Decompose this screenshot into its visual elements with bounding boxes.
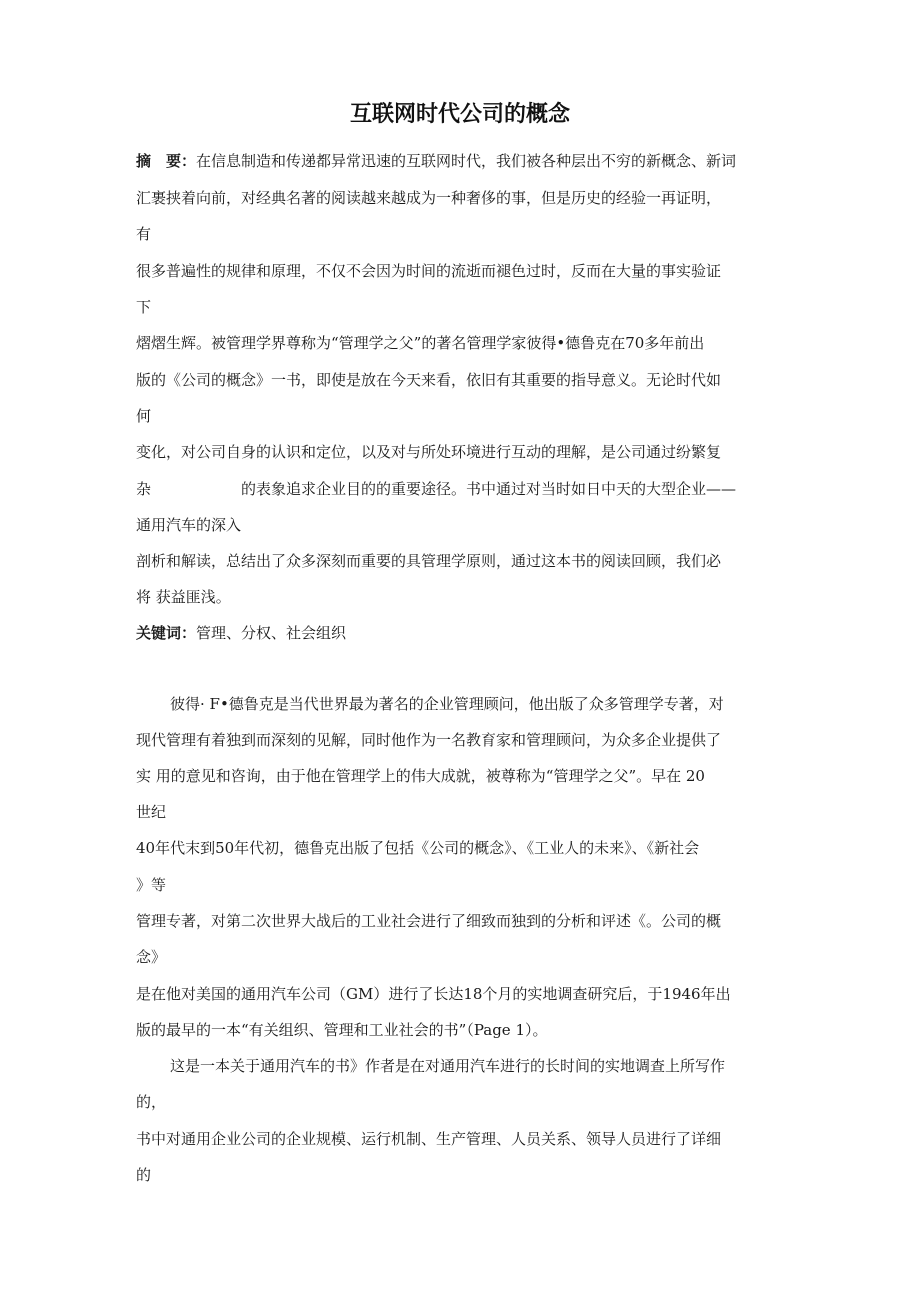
- body-line: 的，: [136, 1093, 167, 1111]
- body-line: 这是一本关于通用汽车的书》作者是在对通用汽车进行的长时间的实地调查上所写作: [170, 1057, 726, 1075]
- body-line: 的: [136, 1166, 152, 1184]
- body-line: 是在他对美国的通用汽车公司（GM）进行了长达18个月的实地调查研究后，于1946年出: [136, 985, 731, 1003]
- abstract-text: 在信息制造和传递都异常迅速的互联网时代，我们被各种层出不穷的新概念、新词: [196, 152, 737, 170]
- abstract-line: 汇裹挟着向前，对经典名著的阅读越来越成为一种奢侈的事，但是历史的经验一再证明，: [136, 189, 722, 207]
- body-line: 彼得· F•德鲁克是当代世界最为著名的企业管理顾问，他出版了众多管理学专著，对: [170, 695, 724, 713]
- keywords-text: 管理、分权、社会组织: [196, 624, 347, 642]
- keywords-label: 关键词：: [136, 624, 197, 642]
- abstract-line: 下: [136, 298, 152, 316]
- abstract-line: 熠熠生辉。被管理学界尊称为“管理学之父”的著名管理学家彼得•德鲁克在70多年前出: [136, 334, 705, 352]
- abstract-line: 版的《公司的概念》一书，即使是放在今天来看，依旧有其重要的指导意义。无论时代如: [136, 371, 722, 389]
- body-line: 》等: [136, 876, 167, 894]
- body-line: 版的最早的一本“有关组织、管理和工业社会的书”（Page 1）。: [136, 1021, 548, 1039]
- abstract-line: 何: [136, 407, 152, 425]
- body-line: 实 用的意见和咨询，由于他在管理学上的伟大成就，被尊称为“管理学之父”。早在 20: [136, 767, 705, 785]
- body-line: 现代管理有着独到而深刻的见解，同时他作为一名教育家和管理顾问，为众多企业提供了: [136, 731, 722, 749]
- body-line: 念》: [136, 948, 167, 966]
- abstract-line: 变化，对公司自身的认识和定位，以及对与所处环境进行互动的理解，是公司通过纷繁复: [136, 443, 722, 461]
- abstract-line: 将 获益匪浅。: [136, 588, 231, 606]
- abstract-line: 有: [136, 225, 152, 243]
- abstract-label: 摘 要：: [136, 152, 197, 170]
- abstract-line: 杂 的表象追求企业目的的重要途径。书中通过对当时如日中天的大型企业——: [136, 480, 737, 498]
- abstract-line: [136, 151, 736, 171]
- body-line: 管理专著，对第二次世界大战后的工业社会进行了细致而独到的分析和评述《。公司的概: [136, 912, 722, 930]
- abstract-line: 剖析和解读，总结出了众多深刻而重要的具管理学原则，通过这本书的阅读回顾，我们必: [136, 552, 722, 570]
- document-title: 互联网时代公司的概念: [349, 102, 570, 127]
- abstract-line: 通用汽车的深入: [136, 516, 242, 534]
- body-line: 40年代末到50年代初，德鲁克出版了包括《公司的概念》、《工业人的未来》、《新社会: [136, 839, 700, 857]
- abstract-line: 很多普遍性的规律和原理，不仅不会因为时间的流逝而褪色过时，反而在大量的事实验证: [136, 262, 722, 280]
- keywords-line: [136, 623, 346, 643]
- body-line: 书中对通用企业公司的企业规模、运行机制、生产管理、人员关系、领导人员进行了详细: [136, 1130, 722, 1148]
- body-line: 世纪: [136, 803, 167, 821]
